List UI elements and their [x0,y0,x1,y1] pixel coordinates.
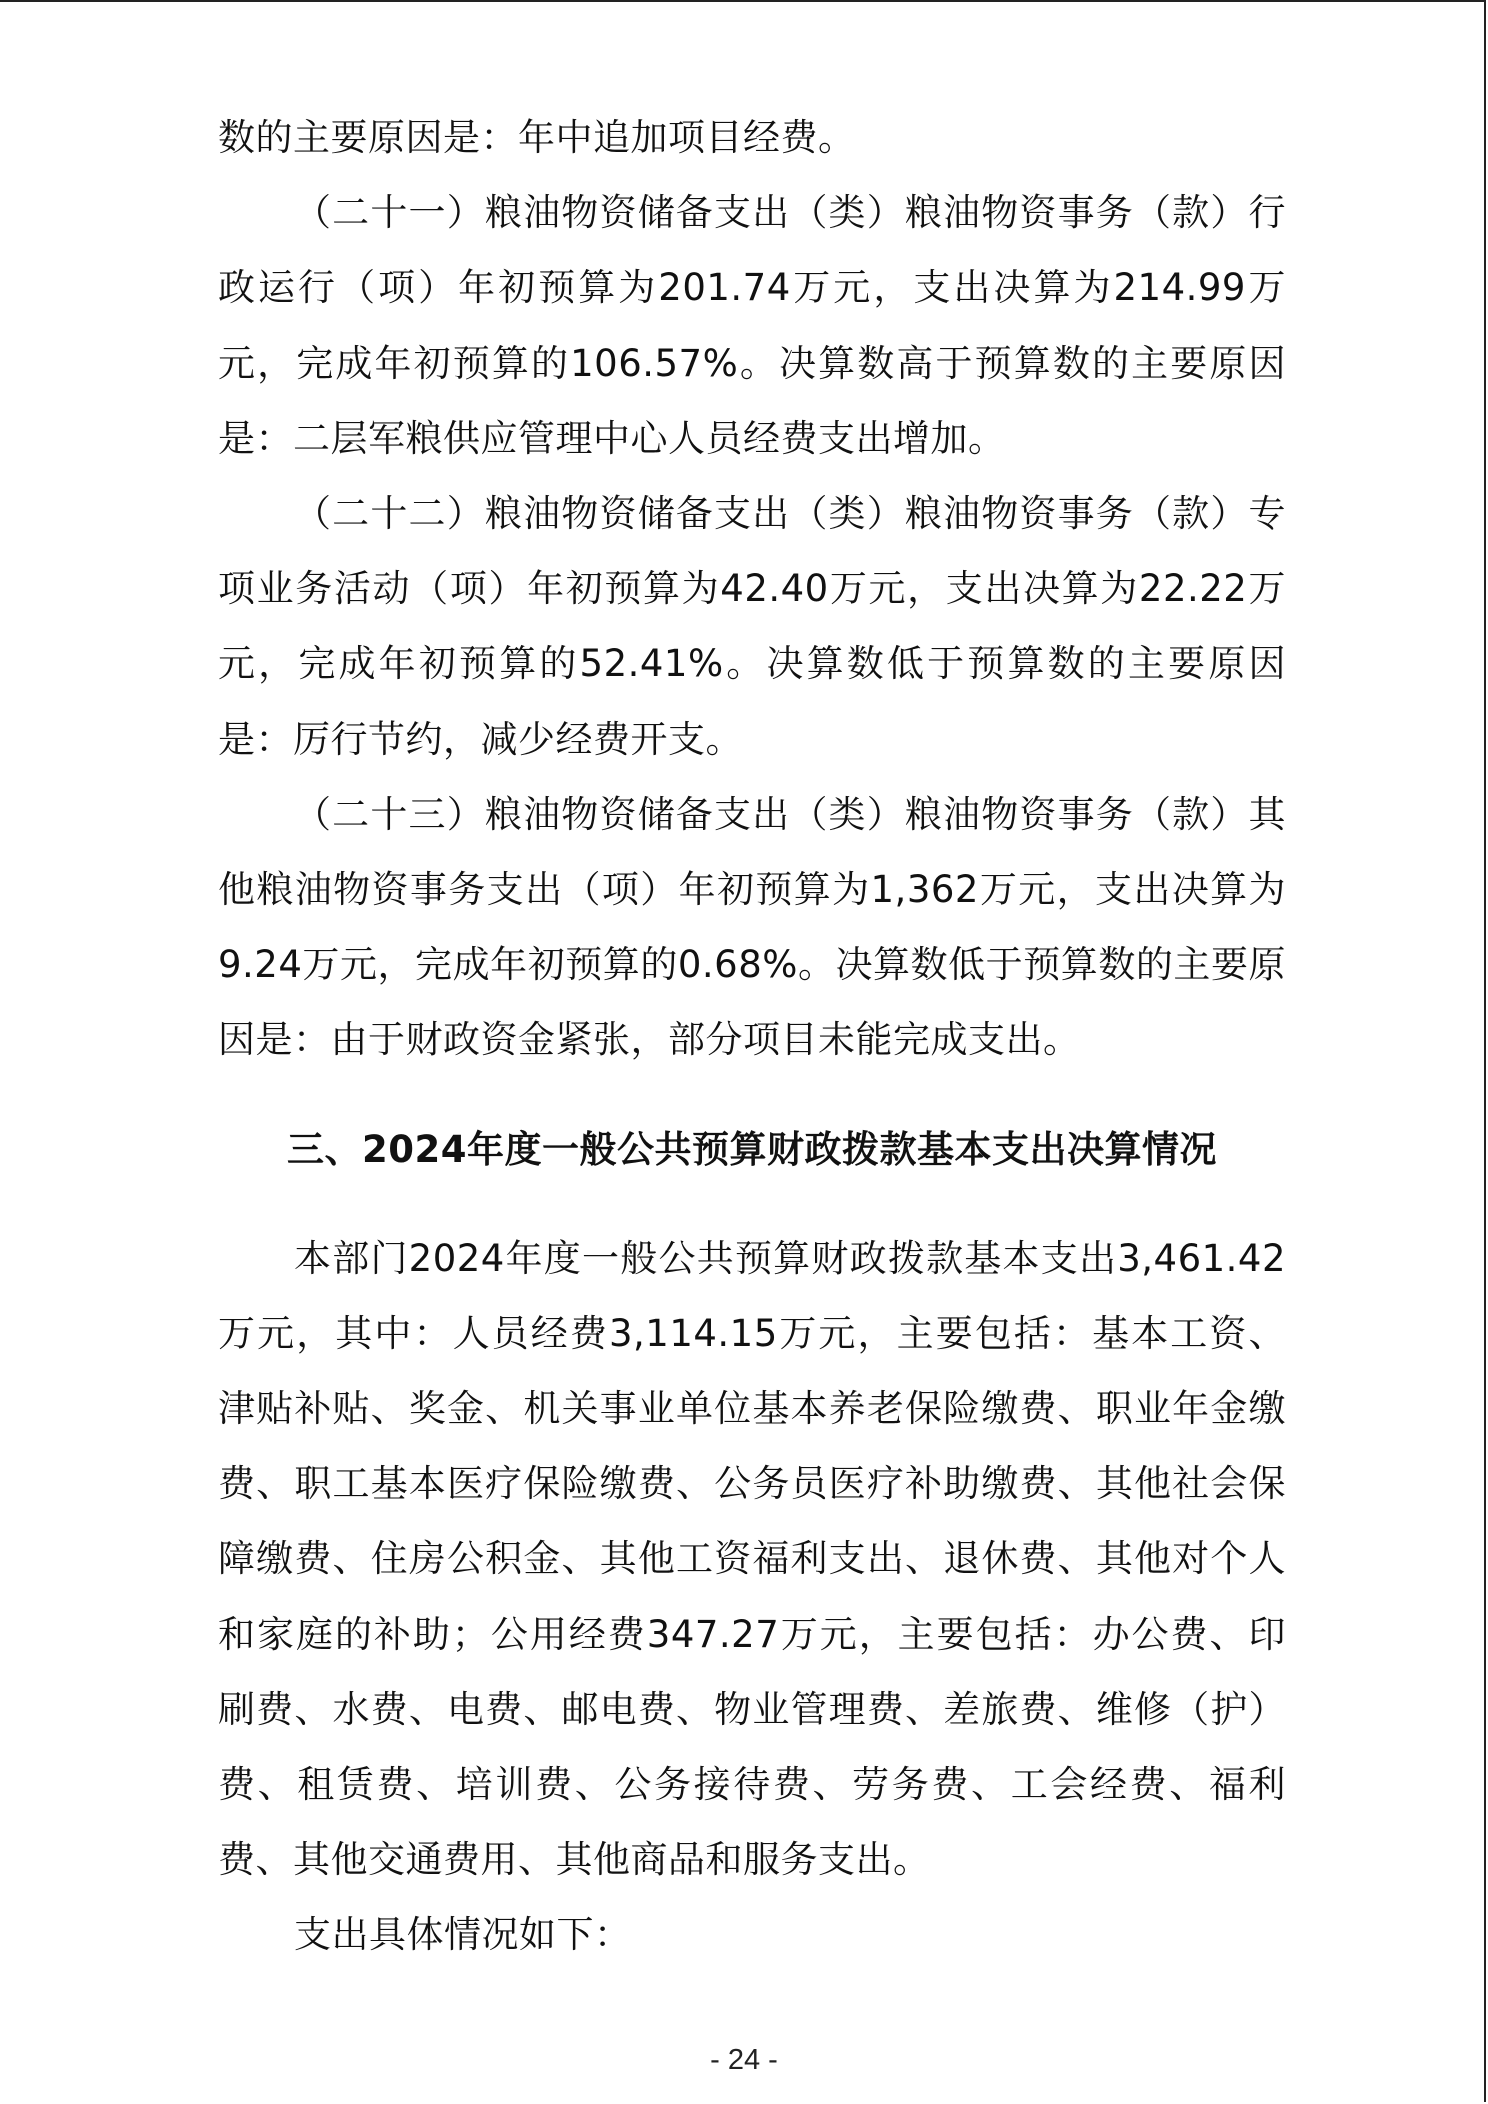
page-number: - 24 - [710,2044,778,2076]
paragraph-basic-expenditure: 本部门2024年度一般公共预算财政拨款基本支出3,461.42万元，其中：人员经费3,114.15万元，主要包括：基本工资、津贴补贴、奖金、机关事业单位基本养老保险缴费、职业年金缴费、职工基本医疗保险缴费、公务员医疗补助缴费、其他社会保障缴费、住房公积金、其他工资福利支出、退休费、其他对个人和家庭的补助；公用经费347.27万元，主要包括：办公费、印刷费、水费、电费、邮电费、物业管理费、差旅费、维修（护）费、租赁费、培训费、公务接待费、劳务费、工会经费、福利费、其他交通费用、其他商品和服务支出。 [218,1236,1286,1882]
paragraph-item-21: （二十一）粮油物资储备支出（类）粮油物资事务（款）行政运行（项）年初预算为201.74万元，支出决算为214.99万元，完成年初预算的106.57%。决算数高于预算数的主要原因是：二层军粮供应管理中心人员经费支出增加。 [218,191,1286,460]
document-body [218,100,1286,1973]
section-heading: 三、2024年度一般公共预算财政拨款基本支出决算情况 [287,1127,1217,1171]
paragraph-item-22: （二十二）粮油物资储备支出（类）粮油物资事务（款）专项业务活动（项）年初预算为42.40万元，支出决算为22.22万元，完成年初预算的52.41%。决算数低于预算数的主要原因是：厉行节约，减少经费开支。 [218,492,1286,761]
paragraph-item-23: （二十三）粮油物资储备支出（类）粮油物资事务（款）其他粮油物资事务支出（项）年初预算为1,362万元，支出决算为9.24万元，完成年初预算的0.68%。决算数低于预算数的主要原因是：由于财政资金紧张，部分项目未能完成支出。 [218,792,1286,1062]
paragraph-details-intro: 支出具体情况如下： [294,1913,632,1957]
paragraph-continuation: 数的主要原因是：年中追加项目经费。 [218,116,856,159]
